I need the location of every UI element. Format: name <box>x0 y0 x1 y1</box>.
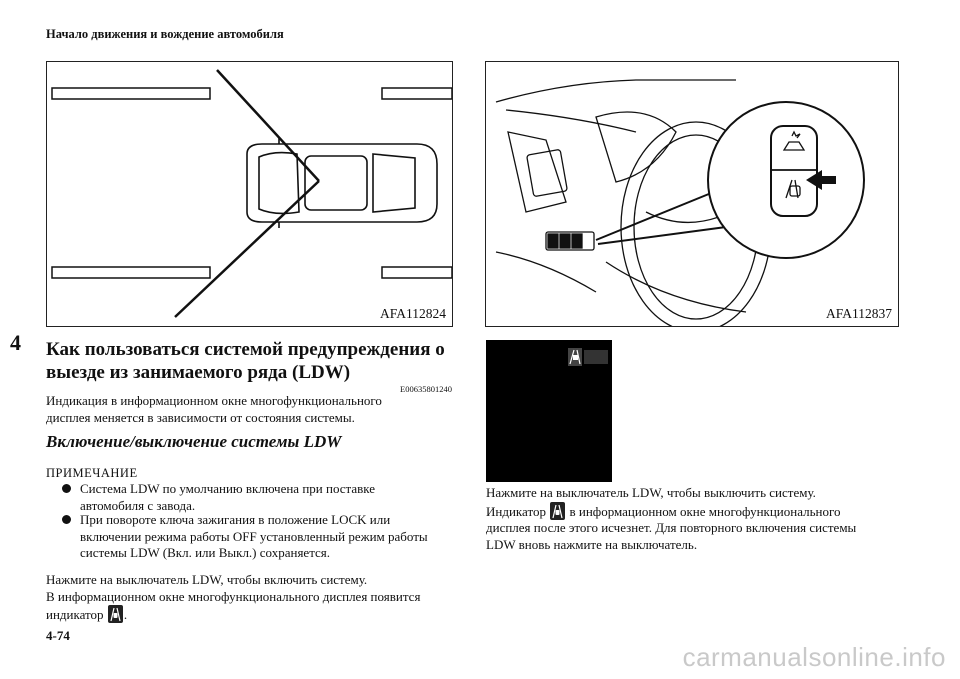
note-bullet <box>62 481 462 514</box>
figure-label: AFA112837 <box>825 306 892 321</box>
para-text: в информационном окне многофункционального <box>569 503 841 519</box>
lane-car-illustration <box>47 62 452 326</box>
bullet-line: Система LDW по умолчанию включена при поставке <box>80 481 376 496</box>
bullet-line: автомобиля с завода. <box>80 497 196 513</box>
display-indicator <box>486 340 612 482</box>
figure-dashboard-switch <box>485 61 899 327</box>
bullet-dot <box>62 515 71 524</box>
turn-off-paragraph <box>486 485 906 553</box>
section-title: Как пользоваться системой предупреждения о выезде из занимаемого ряда (LDW) <box>46 339 445 383</box>
note-bullet <box>62 512 462 562</box>
para-line <box>46 605 466 624</box>
figure-lane-diagram <box>46 61 453 327</box>
car-top-view <box>247 138 437 228</box>
para-line: Нажмите на выключатель LDW, чтобы включить систему. <box>46 572 368 587</box>
subsection-title: Включение/выключение системы LDW <box>46 432 342 451</box>
lane-departure-icon <box>108 605 123 623</box>
para-line: дисплея после этого исчезнет. Для повторного включения системы <box>486 520 857 535</box>
para-line: Нажмите на выключатель LDW, чтобы выключить систему. <box>486 485 816 500</box>
bullet-line: включении режима работы OFF установленный режим работы <box>80 528 428 544</box>
watermark: carmanualsonline.info <box>682 642 946 672</box>
bullet-dot <box>62 484 71 493</box>
running-header: Начало движения и вождение автомобиля <box>46 27 284 41</box>
display-panel <box>486 340 612 482</box>
para-line: В информационном окне многофункционального дисплея появится <box>46 588 421 604</box>
page-number: 4-74 <box>46 628 70 643</box>
para-text: . <box>123 607 128 622</box>
para-line: LDW вновь нажмите на выключатель. <box>486 536 698 552</box>
dashboard-illustration <box>486 62 898 326</box>
bullet-line: При повороте ключа зажигания в положение LOCK или <box>80 512 391 527</box>
turn-on-paragraph <box>46 572 466 624</box>
chapter-tab: 4 <box>10 330 21 355</box>
para-text: Индикатор <box>486 503 546 519</box>
bullet-line: системы LDW (Вкл. или Выкл.) сохраняется. <box>80 545 331 560</box>
para-text: индикатор <box>46 607 104 622</box>
lane-departure-icon <box>550 502 565 520</box>
note-heading: ПРИМЕЧАНИЕ <box>46 466 138 480</box>
para-line <box>486 502 906 521</box>
intro-paragraph <box>46 393 466 426</box>
section-code: E00635801240 <box>400 384 452 394</box>
figure-label: AFA112824 <box>379 306 446 321</box>
intro-line: дисплея меняется в зависимости от состояния системы. <box>46 409 355 425</box>
intro-line: Индикация в информационном окне многофункционального <box>46 393 382 408</box>
